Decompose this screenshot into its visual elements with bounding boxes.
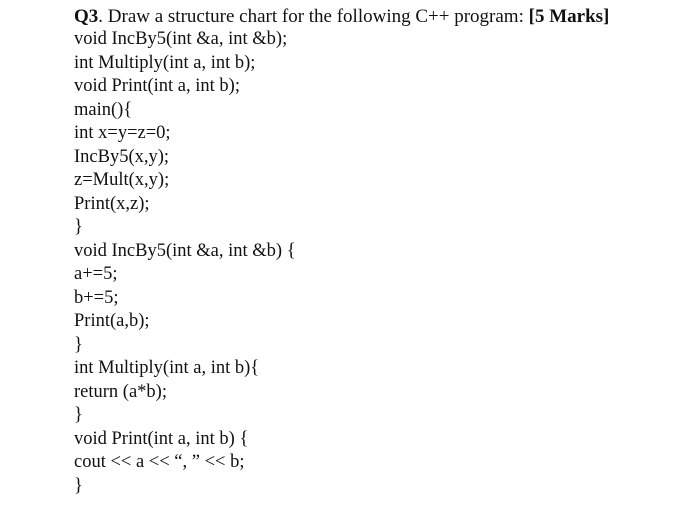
question-number: Q3: [74, 6, 99, 27]
code-line: IncBy5(x,y);: [74, 146, 170, 167]
code-line: }: [74, 334, 83, 355]
code-line: z=Mult(x,y);: [74, 170, 170, 190]
code-line: void Print(int a, int b) {: [74, 428, 249, 449]
code-line: void IncBy5(int &a, int &b);: [74, 29, 288, 49]
question-marks: [5 Marks]: [528, 6, 610, 27]
code-line: int Multiply(int a, int b);: [74, 52, 256, 73]
code-line: cout << a << “, ” << b;: [74, 452, 245, 472]
code-listing: [74, 28, 684, 498]
code-line: main(){: [74, 99, 133, 120]
question-heading: [74, 5, 684, 28]
code-line: a+=5;: [74, 264, 118, 284]
question-prompt: . Draw a structure chart for the following C++ program:: [98, 6, 529, 27]
code-line: }: [74, 217, 83, 237]
code-line: Print(x,z);: [74, 193, 150, 214]
question-document: [74, 5, 684, 498]
code-line: return (a*b);: [74, 381, 167, 402]
code-line: void IncBy5(int &a, int &b) {: [74, 240, 296, 261]
code-line: void Print(int a, int b);: [74, 76, 240, 96]
code-line: int Multiply(int a, int b){: [74, 358, 260, 378]
code-line: }: [74, 405, 83, 425]
code-line: }: [74, 475, 83, 496]
code-line: int x=y=z=0;: [74, 123, 171, 143]
code-line: Print(a,b);: [74, 311, 150, 331]
code-line: b+=5;: [74, 287, 119, 308]
